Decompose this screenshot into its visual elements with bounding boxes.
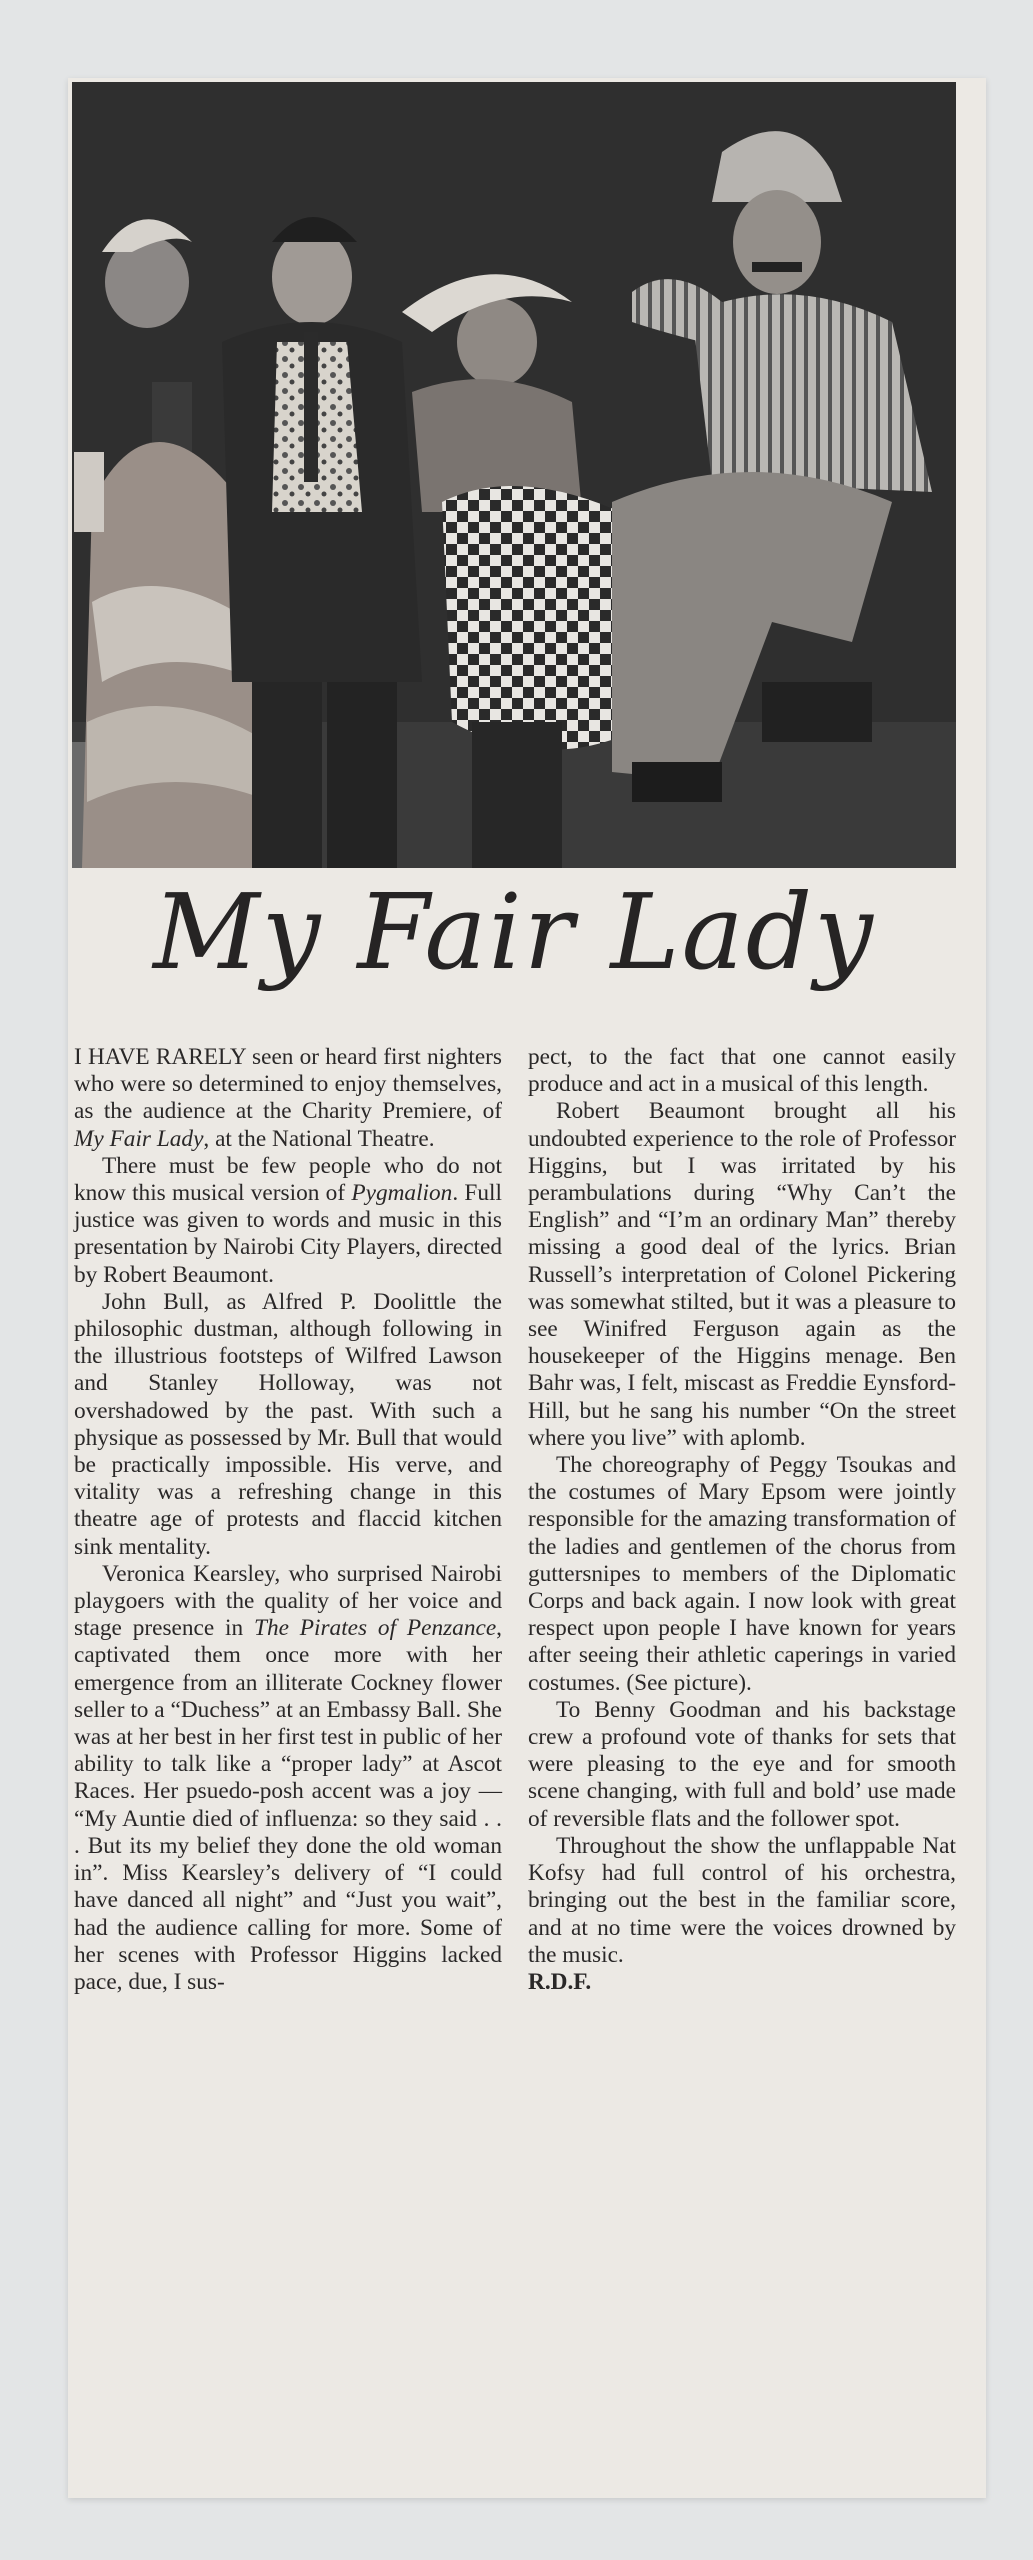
- paragraph: To Benny Goodman and his backstage crew a profound vote of thanks for sets that were pleasing to the eye and for smooth scene changing, with full and bold’ use made of reversible flats and the follower spot.: [528, 1696, 956, 1832]
- author-initials: R.D.F.: [528, 1968, 592, 1995]
- photo-icon: [72, 82, 956, 868]
- column-right: [528, 1044, 956, 2490]
- paragraph: There must be few people who do not know this musical version of Pygmalion. Full justice was given to words and music in this presentation by Nairobi City Players, directed by Robert Beaumont.: [74, 1152, 502, 1288]
- headline: My Fair Lady: [153, 871, 875, 993]
- paragraph: I HAVE RARELY seen or heard first nighters who were so determined to enjoy themselves, as the audience at the Charity Premiere, of My Fair Lady, at the National Theatre.: [74, 1044, 502, 1152]
- paragraph: The choreography of Peggy Tsoukas and the costumes of Mary Epsom were jointly responsible for the amazing transformation of the ladies and gentlemen of the chorus from guttersnipes to members of the Diplomatic Corps and back again. I now look with great respect upon people I have known for years after seeing their athletic caperings in varied costumes. (See picture).: [528, 1452, 956, 1696]
- paragraph: pect, to the fact that one cannot easily produce and act in a musical of this length.: [528, 1044, 956, 1098]
- column-left: [74, 1044, 502, 2490]
- paragraph: John Bull, as Alfred P. Doolittle the philosophic dustman, although following in the illustrious footsteps of Wilfred Lawson and Stanley Holloway, was not overshadowed by the past. With such a physique as possessed by Mr. Bull that would be practically impossible. His verve, and vitality was a refreshing change in this theatre age of protests and flaccid kitchen sink mentality.: [74, 1288, 502, 1560]
- article-photo: [72, 82, 956, 868]
- paragraph: Robert Beaumont brought all his undoubted experience to the role of Professor Higgins, but I was irritated by his perambulations during “Why Can’t the English” and “I’m an ordinary Man” thereby missing a good deal of the lyrics. Brian Russell’s interpretation of Colonel Pickering was somewhat stilted, but it was a pleasure to see Winifred Ferguson again as the housekeeper of the Higgins menage. Ben Bahr was, I felt, miscast as Freddie Eynsford-Hill, but he sang his number “On the street where you live” with aplomb.: [528, 1098, 956, 1451]
- article-body: [74, 1044, 956, 2490]
- paragraph: Throughout the show the unflappable Nat Kofsy had full control of his orchestra, bringing out the best in the familiar score, and at no time were the voices drowned by the music.: [528, 1832, 956, 1968]
- paragraph: Veronica Kearsley, who surprised Nairobi playgoers with the quality of her voice and stage presence in The Pirates of Penzance, captivated them once more with her emergence from an illiterate Cockney flower seller to a “Duchess” at an Embassy Ball. She was at her best in her first test in public of her ability to talk like a “proper lady” at Ascot Races. Her psuedo-posh accent was a joy — “My Auntie died of influenza: so they said . . . But its my belief they done the old woman in”. Miss Kearsley’s delivery of “I could have danced all night” and “Just you wait”, had the audience calling for more. Some of her scenes with Professor Higgins lacked pace, due, I sus-: [74, 1560, 502, 1995]
